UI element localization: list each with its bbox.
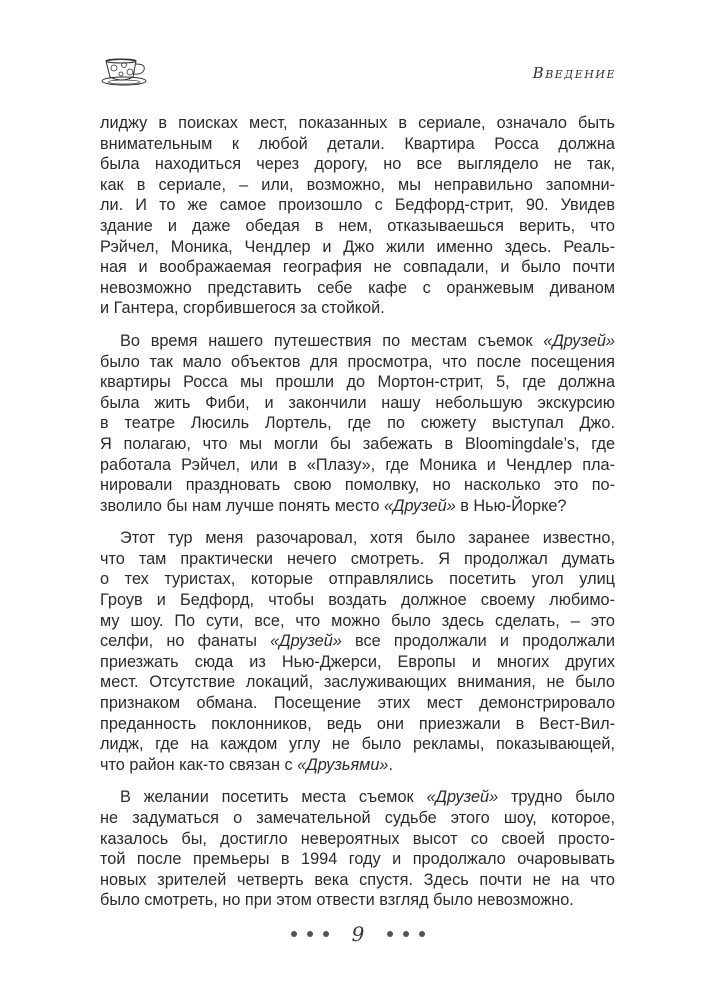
text-span: преданность поклонников, ведь они приезжали в Вест-Вил- [100, 714, 615, 733]
ornament-dot [323, 931, 329, 937]
text-span: внимательным к любой детали. Квартира Росса должна [100, 134, 615, 153]
text-line [100, 113, 615, 134]
text-line [100, 195, 615, 216]
text-span: о тех туристах, которые отправлялись посетить угол улиц [100, 570, 615, 589]
text-line [100, 890, 615, 911]
text-line [100, 672, 615, 693]
text-line [100, 849, 615, 870]
text-span: трудно было [498, 788, 615, 807]
page-footer [0, 920, 716, 948]
paragraph [100, 787, 615, 911]
text-span: мест. Отсутствие локаций, заслуживающих внимания, не было [100, 673, 615, 692]
text-line [100, 590, 615, 611]
text-span: в Нью-Йорке? [455, 496, 567, 515]
text-line [100, 298, 615, 319]
ornament-dot [387, 931, 393, 937]
text-line [100, 693, 615, 714]
text-span: селфи, но фанаты [100, 632, 271, 651]
text-span: лиджу в поисках мест, показанных в сериале, означало быть [100, 114, 615, 132]
text-span: было так мало объектов для просмотра, что после посещения [100, 352, 615, 371]
text-span: все продолжали и продолжали [341, 632, 615, 651]
text-span: казалось бы, достигло невероятных высот со своей просто- [100, 829, 615, 848]
text-span: Этот тур меня разочаровал, хотя было заранее известно, [120, 529, 615, 548]
text-span: здание и даже обедая в нем, отказываешься верить, что [100, 216, 615, 235]
body-text [100, 113, 615, 923]
ornament-dot [403, 931, 409, 937]
text-span: как в сериале, – или, возможно, мы неправильно запомни- [100, 175, 615, 194]
text-line [100, 278, 615, 299]
ornament-dot [419, 931, 425, 937]
italic-title: «Друзей» [383, 496, 456, 515]
text-span: было смотреть, но при этом отвести взгляд было невозможно. [100, 891, 574, 910]
text-span: новых зрителей четверть века спустя. Здесь почти не на что [100, 870, 615, 889]
text-span: Гроув и Бедфорд, чтобы воздать должное своему любимо- [100, 591, 615, 610]
text-span: нировали праздновать свою помолвку, но насколько это по- [100, 476, 615, 495]
text-line [100, 434, 615, 455]
text-span: что район как-то связан с [100, 755, 298, 774]
text-span: В желании посетить места съемок [120, 788, 427, 807]
text-line [100, 216, 615, 237]
text-span: той после премьеры в 1994 году и продолжало очаровывать [100, 850, 615, 869]
text-span: и Гантера, сгорбившегося за стойкой. [100, 299, 385, 318]
ornament-dot [291, 931, 297, 937]
text-span: что там практически нечего смотреть. Я продолжал думать [100, 549, 615, 568]
text-line [100, 569, 615, 590]
text-span: му шоу. По сути, все, что можно было здесь сделать, – это [100, 611, 615, 630]
page-number: 9 [351, 922, 365, 946]
text-line [100, 257, 615, 278]
text-line [100, 631, 615, 652]
text-span: ная и воображаемая география не совпадали, и было почти [100, 258, 615, 277]
text-line [100, 175, 615, 196]
paragraph [100, 113, 615, 319]
teacup-icon [100, 57, 154, 89]
text-line [100, 331, 615, 352]
ornament-dot [307, 931, 313, 937]
running-header-title: Введение [532, 64, 616, 82]
text-span: была находиться через дорогу, но все выглядело не так, [100, 155, 615, 174]
text-line [100, 611, 615, 632]
text-line [100, 352, 615, 373]
text-line [100, 154, 615, 175]
text-line [100, 714, 615, 735]
text-line [100, 496, 615, 517]
text-span: квартиры Росса мы прошли до Мортон-стрит, 5, где должна [100, 373, 615, 392]
text-line [100, 413, 615, 434]
text-line [100, 528, 615, 549]
text-line [100, 808, 615, 829]
paragraph [100, 528, 615, 775]
text-line [100, 393, 615, 414]
text-line [100, 134, 615, 155]
text-line [100, 787, 615, 808]
text-line [100, 549, 615, 570]
text-span: Во время нашего путешествия по местам съемок [120, 331, 544, 350]
text-span: приезжать сюда из Нью-Джерси, Европы и многих других [100, 652, 615, 671]
italic-title: «Друзей» [426, 788, 499, 807]
text-span: . [388, 755, 393, 774]
text-line [100, 372, 615, 393]
text-span: работала Рэйчел, или в «Плазу», где Моника и Чендлер пла- [100, 455, 615, 474]
text-span: ли. И то же самое произошло с Бедфорд-стрит, 90. Увидев [100, 196, 615, 215]
text-line [100, 455, 615, 476]
text-span: в театре Люсиль Лортель, где по сюжету выступал Джо. [100, 414, 615, 433]
text-line [100, 652, 615, 673]
text-span: Рэйчел, Моника, Чендлер и Джо жили именно здесь. Реаль- [100, 237, 615, 256]
text-span: Я полагаю, что мы могли бы забежать в Bloomingdale’s, где [100, 434, 615, 453]
text-span: не задуматься о замечательной судьбе этого шоу, которое, [100, 809, 615, 827]
italic-title: «Друзей» [270, 632, 342, 651]
text-span: лидж, где на каждом углу не было рекламы, показывающей, [100, 735, 615, 754]
text-span: невозможно представить себе кафе с оранжевым диваном [100, 278, 615, 297]
paragraph [100, 331, 615, 516]
text-span: зволило бы нам лучше понять место [100, 496, 384, 515]
text-line [100, 829, 615, 850]
italic-title: «Друзей» [543, 331, 615, 350]
text-span: признаком обмана. Посещение этих мест демонстрировало [100, 694, 615, 713]
text-line [100, 755, 615, 776]
text-span: была жить Фиби, и закончили нашу небольшую экскурсию [100, 393, 615, 412]
text-line [100, 734, 615, 755]
text-line [100, 870, 615, 891]
text-line [100, 237, 615, 258]
italic-title: «Друзьями» [297, 755, 389, 774]
text-line [100, 475, 615, 496]
